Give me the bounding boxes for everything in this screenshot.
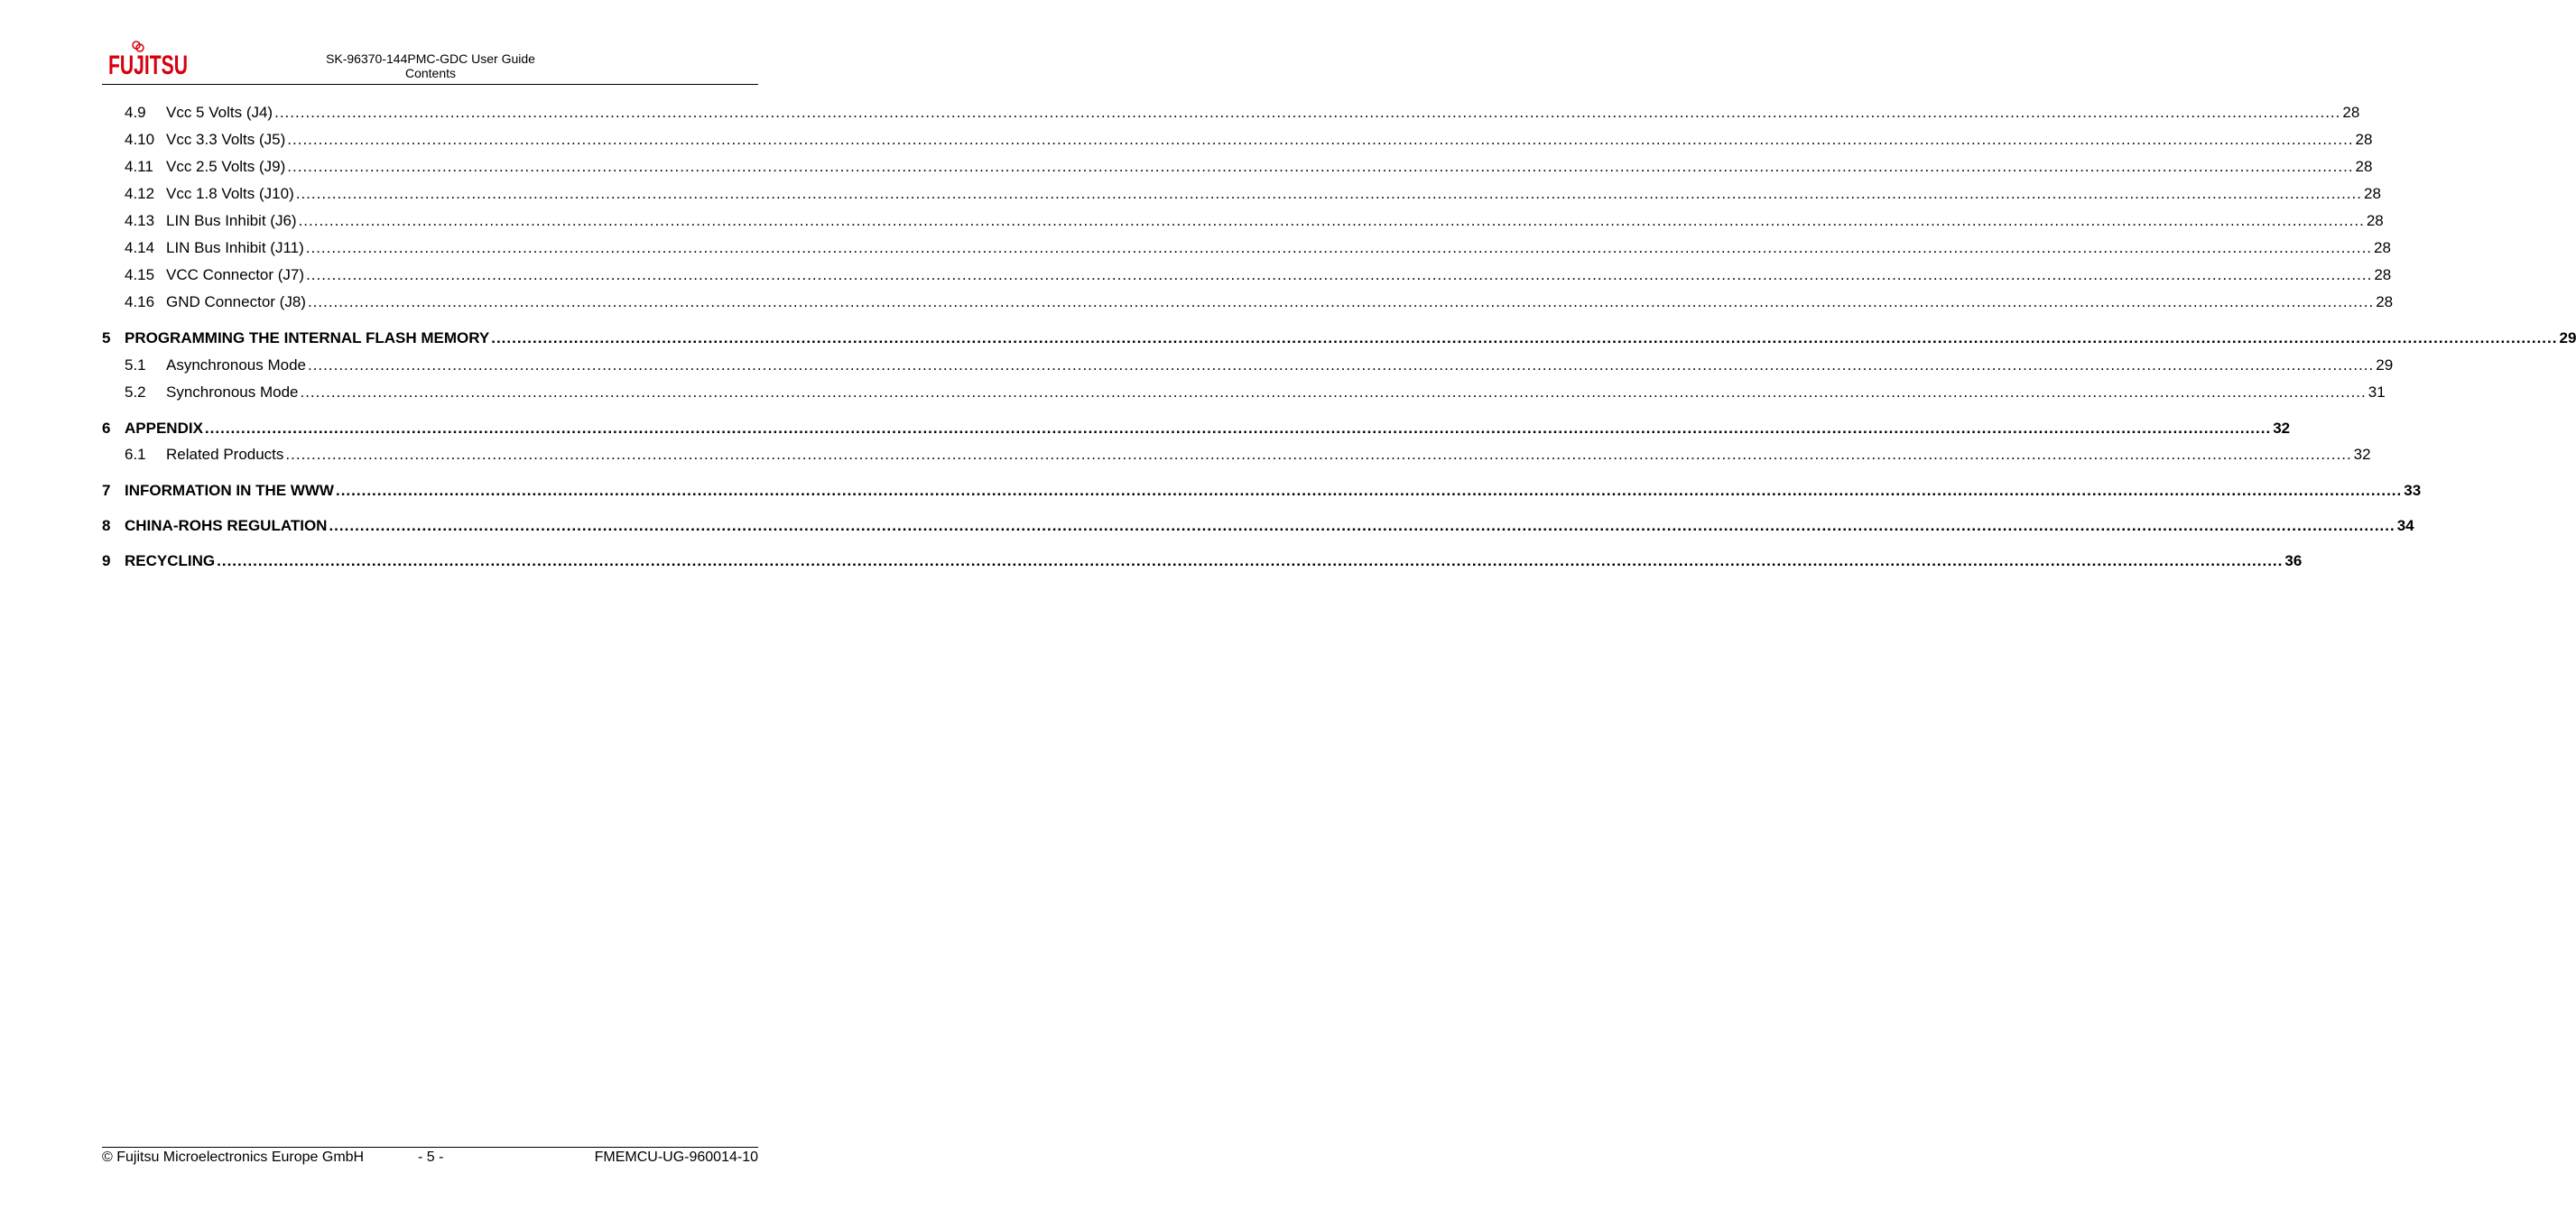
toc-entry[interactable]	[102, 409, 2291, 444]
toc-entry-title: LIN Bus Inhibit (J6)	[166, 212, 297, 229]
toc-entry[interactable]	[102, 129, 2373, 156]
toc-dot-leader: ................................................................................................................................................................................................................................................................................................................................................................................................................	[491, 329, 2558, 346]
document-title: SK-96370-144PMC-GDC User Guide	[326, 51, 535, 66]
toc-entry-page: 28	[2355, 131, 2373, 148]
section-title: Contents	[404, 66, 457, 80]
toc-dot-leader: ................................................................................................................................................................................................................................................................................................................................................................................................................	[306, 266, 2373, 283]
toc-entry-page: 28	[2374, 239, 2391, 256]
document-id: FMEMCU-UG-960014-10	[594, 1150, 758, 1165]
toc-dot-leader: ................................................................................................................................................................................................................................................................................................................................................................................................................	[274, 104, 2341, 121]
toc-dot-leader: ................................................................................................................................................................................................................................................................................................................................................................................................................	[217, 552, 2284, 569]
toc-entry-number: 4.10	[125, 131, 155, 148]
toc-entry-page: 28	[2374, 266, 2392, 283]
toc-entry-number: 9	[102, 552, 111, 569]
fujitsu-logo	[107, 40, 197, 83]
toc-entry-number: 7	[102, 482, 111, 499]
toc-entry[interactable]	[102, 506, 2414, 541]
toc-entry[interactable]	[102, 319, 2576, 355]
toc-entry[interactable]	[102, 444, 2371, 471]
toc-dot-leader: ................................................................................................................................................................................................................................................................................................................................................................................................................	[335, 482, 2403, 499]
toc-entry[interactable]	[102, 471, 2422, 506]
toc-entry-number: 4.15	[125, 266, 155, 283]
toc-entry[interactable]	[102, 156, 2373, 183]
toc-entry-page: 28	[2355, 158, 2373, 175]
svg-text:FUJITSU: FUJITSU	[108, 51, 188, 80]
toc-entry[interactable]	[102, 183, 2381, 210]
toc-entry-title: GND Connector (J8)	[166, 293, 306, 310]
toc-entry-title: Vcc 3.3 Volts (J5)	[166, 131, 286, 148]
toc-entry-number: 4.9	[125, 104, 146, 121]
toc-entry-number: 4.13	[125, 212, 155, 229]
toc-entry[interactable]	[102, 264, 2392, 291]
toc-entry-number: 8	[102, 517, 111, 534]
footer-divider	[102, 1147, 758, 1148]
toc-entry[interactable]	[102, 291, 2394, 319]
toc-entry-number: 4.14	[125, 239, 155, 256]
toc-entry-page: 28	[2342, 104, 2360, 121]
toc-dot-leader: ................................................................................................................................................................................................................................................................................................................................................................................................................	[307, 293, 2375, 310]
toc-entry-number: 4.12	[125, 185, 155, 202]
toc-entry[interactable]	[102, 355, 2394, 382]
toc-entry-number: 6.1	[125, 446, 146, 463]
toc-entry-page: 31	[2368, 383, 2386, 401]
toc-dot-leader: ................................................................................................................................................................................................................................................................................................................................................................................................................	[287, 131, 2354, 148]
toc-entry-number: 5.1	[125, 356, 146, 374]
toc-entry-page: 29	[2559, 329, 2576, 346]
page-number: - 5 -	[418, 1150, 444, 1165]
toc-dot-leader: ................................................................................................................................................................................................................................................................................................................................................................................................................	[285, 446, 2352, 463]
toc-entry-number: 6	[102, 420, 111, 437]
toc-entry[interactable]	[102, 541, 2303, 577]
header-divider	[102, 84, 758, 85]
toc-dot-leader: ................................................................................................................................................................................................................................................................................................................................................................................................................	[305, 239, 2373, 256]
toc-entry-page: 28	[2364, 185, 2381, 202]
toc-entry[interactable]	[102, 237, 2391, 264]
toc-entry-title: VCC Connector (J7)	[166, 266, 305, 283]
toc-entry-title: PROGRAMMING THE INTERNAL FLASH MEMORY	[125, 329, 490, 346]
table-of-contents	[102, 102, 2576, 577]
toc-dot-leader: ................................................................................................................................................................................................................................................................................................................................................................................................................	[287, 158, 2354, 175]
toc-entry-page: 32	[2273, 420, 2291, 437]
toc-entry[interactable]	[102, 382, 2386, 409]
toc-entry-title: Vcc 5 Volts (J4)	[166, 104, 273, 121]
toc-entry-title: Asynchronous Mode	[166, 356, 306, 374]
toc-entry-title: Related Products	[166, 446, 284, 463]
toc-entry[interactable]	[102, 210, 2384, 237]
page-header	[271, 51, 590, 80]
toc-entry-page: 28	[2376, 293, 2394, 310]
copyright-text: © Fujitsu Microelectronics Europe GmbH	[102, 1150, 365, 1165]
toc-entry-page: 33	[2404, 482, 2422, 499]
toc-entry-number: 5.2	[125, 383, 146, 401]
toc-entry-page: 34	[2396, 517, 2414, 534]
toc-dot-leader: ................................................................................................................................................................................................................................................................................................................................................................................................................	[295, 185, 2362, 202]
toc-entry-title: RECYCLING	[125, 552, 216, 569]
toc-entry-number: 4.11	[125, 158, 153, 175]
toc-entry-page: 28	[2366, 212, 2384, 229]
toc-dot-leader: ................................................................................................................................................................................................................................................................................................................................................................................................................	[329, 517, 2395, 534]
toc-entry-title: Vcc 1.8 Volts (J10)	[166, 185, 294, 202]
toc-entry-title: LIN Bus Inhibit (J11)	[166, 239, 304, 256]
toc-entry-page: 29	[2376, 356, 2394, 374]
toc-dot-leader: ................................................................................................................................................................................................................................................................................................................................................................................................................	[307, 356, 2375, 374]
toc-entry-number: 5	[102, 329, 111, 346]
toc-entry-title: Vcc 2.5 Volts (J9)	[166, 158, 286, 175]
toc-entry-title: INFORMATION IN THE WWW	[125, 482, 334, 499]
toc-dot-leader: ................................................................................................................................................................................................................................................................................................................................................................................................................	[204, 420, 2272, 437]
toc-dot-leader: ................................................................................................................................................................................................................................................................................................................................................................................................................	[298, 212, 2365, 229]
toc-entry-page: 36	[2284, 552, 2303, 569]
toc-entry[interactable]	[102, 102, 2360, 129]
toc-entry-number: 4.16	[125, 293, 155, 310]
toc-dot-leader: ................................................................................................................................................................................................................................................................................................................................................................................................................	[300, 383, 2367, 401]
toc-entry-title: APPENDIX	[125, 420, 203, 437]
toc-entry-title: Synchronous Mode	[166, 383, 299, 401]
toc-entry-page: 32	[2353, 446, 2371, 463]
toc-entry-title: CHINA-ROHS REGULATION	[125, 517, 328, 534]
